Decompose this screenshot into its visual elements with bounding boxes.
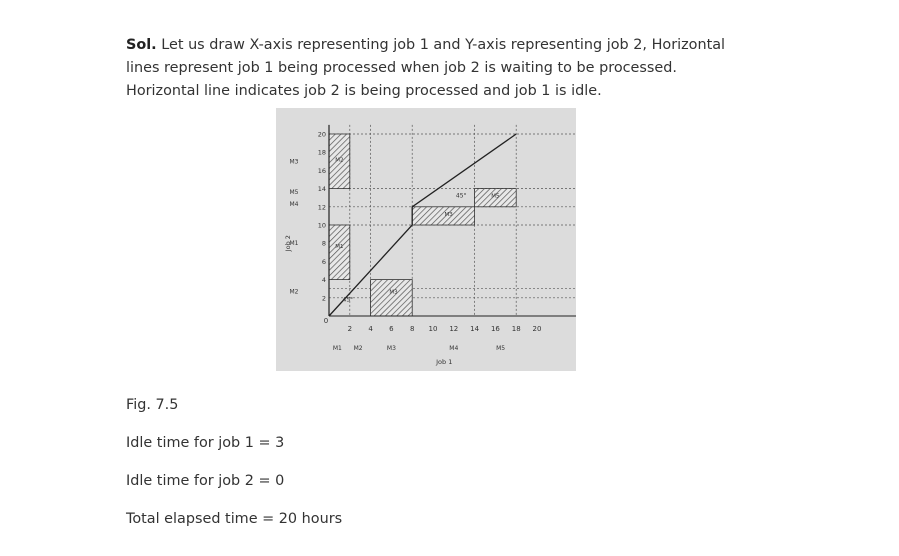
y-tick-label: 8: [321, 239, 326, 248]
x-machine-label: M2: [353, 345, 363, 352]
x-tick-label: 8: [409, 325, 415, 333]
x-tick-label: 16: [490, 325, 500, 333]
idle-time-job2: Idle time for job 2 = 0: [126, 473, 285, 489]
y-machine-label: M3: [289, 158, 299, 166]
x-machine-label: M3: [386, 345, 396, 352]
solution-text: Let us draw X-axis representing job 1 and Y-axis representing job 2, Horizontal lines represent job 1 being processed when job 2 is waiting to be processed. Horizontal line indicates job 2 is being processed and job 1 is idle.: [126, 37, 726, 99]
total-elapsed-time: Total elapsed time = 20 hours: [126, 511, 343, 527]
y-tick-label: 12: [317, 203, 326, 212]
y-tick-label: 10: [317, 221, 326, 230]
x-tick-label: 2: [347, 325, 353, 333]
x-machine-label: M5: [496, 345, 506, 352]
block-label: M2: [335, 157, 344, 164]
hatched-block: [412, 207, 474, 225]
solution-label: Sol.: [126, 37, 157, 53]
y-machine-label: M2: [289, 288, 299, 296]
x-axis-title: Job 1: [436, 358, 453, 366]
figure-caption: Fig. 7.5: [126, 397, 179, 413]
block-label: M3: [444, 211, 453, 218]
block-label: M5: [491, 193, 500, 200]
block-label: M3: [389, 289, 398, 296]
x-tick-label: 14: [470, 325, 480, 333]
x-tick-label: 4: [368, 325, 373, 333]
y-tick-label: 14: [317, 185, 326, 194]
block-label: M1: [335, 243, 344, 250]
hatched-block: [371, 280, 413, 316]
idle-time-job1: Idle time for job 1 = 3: [126, 435, 285, 451]
y-tick-label: 16: [317, 166, 326, 175]
job-sequence-chart: [276, 108, 576, 371]
gantt-figure: [276, 108, 576, 371]
y-machine-label: M4: [289, 201, 299, 209]
angle-label: 45°: [455, 192, 467, 200]
x-tick-label: 20: [532, 325, 542, 333]
origin-label: 0: [323, 317, 329, 325]
y-tick-label: 20: [317, 130, 326, 139]
y-machine-label: M1: [289, 240, 299, 248]
y-tick-label: 2: [321, 294, 326, 303]
x-tick-label: 18: [511, 325, 521, 333]
x-machine-label: M4: [449, 345, 459, 352]
solution-paragraph: [126, 34, 746, 103]
y-tick-label: 4: [321, 276, 326, 285]
y-machine-label: M5: [289, 189, 299, 197]
x-machine-label: M1: [332, 345, 342, 352]
y-tick-label: 6: [321, 257, 326, 266]
y-tick-label: 18: [317, 148, 326, 157]
hatched-block: [329, 225, 350, 280]
x-tick-label: 12: [449, 325, 459, 333]
angle-label: 45°: [342, 296, 354, 304]
x-tick-label: 10: [428, 325, 438, 333]
x-tick-label: 6: [389, 325, 394, 333]
y-axis-title: Job 2: [284, 235, 292, 252]
